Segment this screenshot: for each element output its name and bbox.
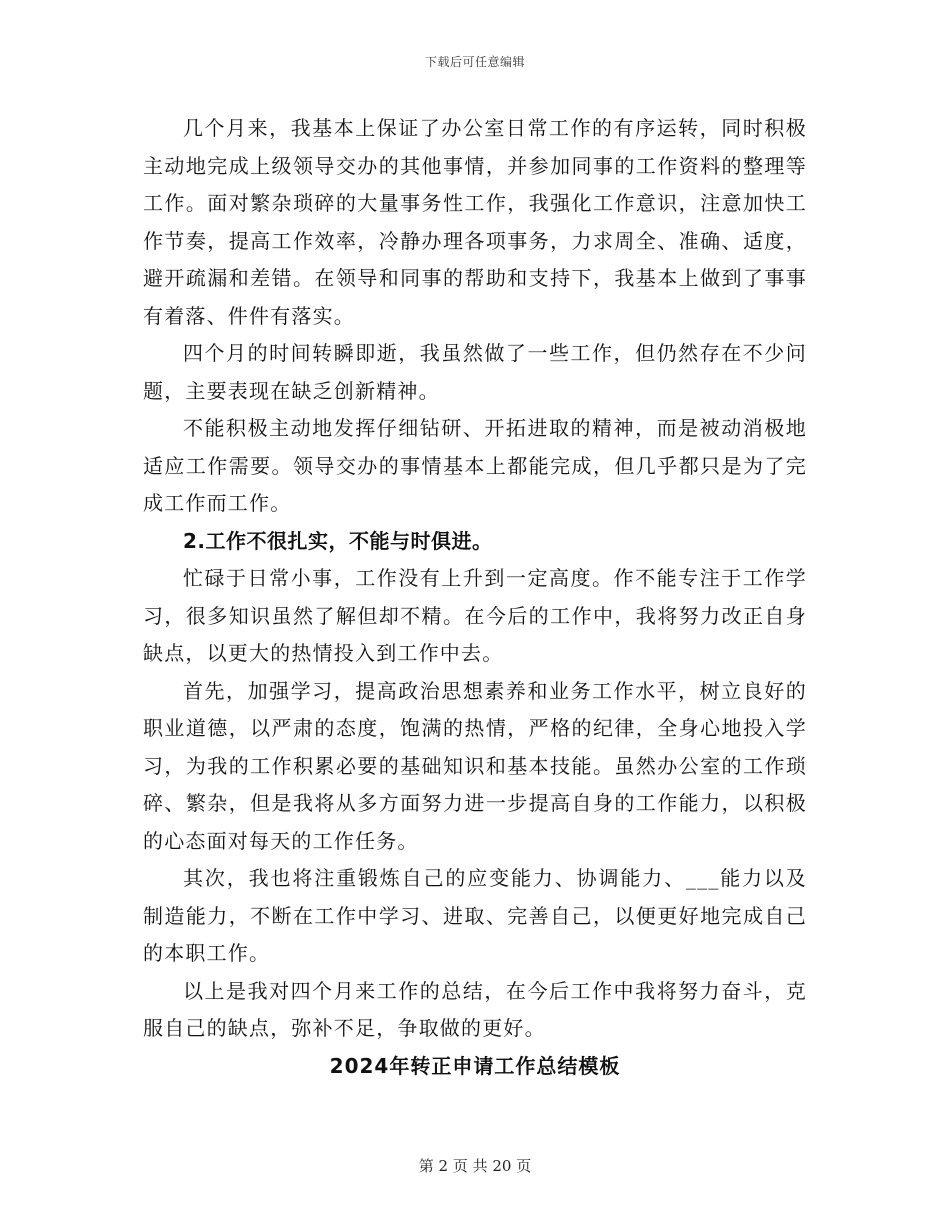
- paragraph-work-summary: 几个月来，我基本上保证了办公室日常工作的有序运转，同时积极主动地完成上级领导交办的其他事情，并参加同事的工作资料的整理等工作。面对繁杂琐碎的大量事务性工作，我强化工作意识，注意加快工作节奏，提高工作效率，冷静办理各项事务，力求周全、准确、适度，避开疏漏和差错。在领导和同事的帮助和支持下，我基本上做到了事事有着落、件件有落实。: [143, 116, 807, 328]
- paragraph-conclusion: 以上是我对四个月来工作的总结，在今后工作中我将努力奋斗，克服自己的缺点，弥补不足，争取做的更好。: [143, 978, 807, 1040]
- page-number: 第 2 页 共 20 页: [418, 1157, 532, 1175]
- paragraph-problems-intro: 四个月的时间转瞬即逝，我虽然做了一些工作，但仍然存在不少问题，主要表现在缺乏创新精神。: [143, 341, 807, 403]
- paragraph-second-abilities: 其次，我也将注重锻炼自己的应变能力、协调能力、___能力以及制造能力，不断在工作中学习、进取、完善自己，以便更好地完成自己的本职工作。: [143, 866, 807, 965]
- paragraph-daily-tasks: 忙碌于日常小事，工作没有上升到一定高度。作不能专注于工作学习，很多知识虽然了解但却不精。在今后的工作中，我将努力改正自身缺点，以更大的热情投入到工作中去。: [143, 566, 807, 665]
- paragraph-first-study: 首先，加强学习，提高政治思想素养和业务工作水平，树立良好的职业道德，以严肃的态度，饱满的热情，严格的纪律，全身心地投入学习，为我的工作积累必要的基础知识和基本技能。虽然办公室的工作琐碎、繁杂，但是我将从多方面努力进一步提高自身的工作能力，以积极的心态面对每天的工作任务。: [143, 678, 807, 853]
- document-body: [143, 110, 807, 1085]
- paragraph-lack-initiative: 不能积极主动地发挥仔细钻研、开拓进取的精神，而是被动消极地适应工作需要。领导交办的事情基本上都能完成，但几乎都只是为了完成工作而工作。: [143, 416, 807, 515]
- section-heading-2: 2.工作不很扎实，不能与时俱进。: [183, 528, 493, 553]
- next-document-title: 2024年转正申请工作总结模板: [329, 1053, 621, 1078]
- header-note: 下载后可任意编辑: [424, 55, 525, 69]
